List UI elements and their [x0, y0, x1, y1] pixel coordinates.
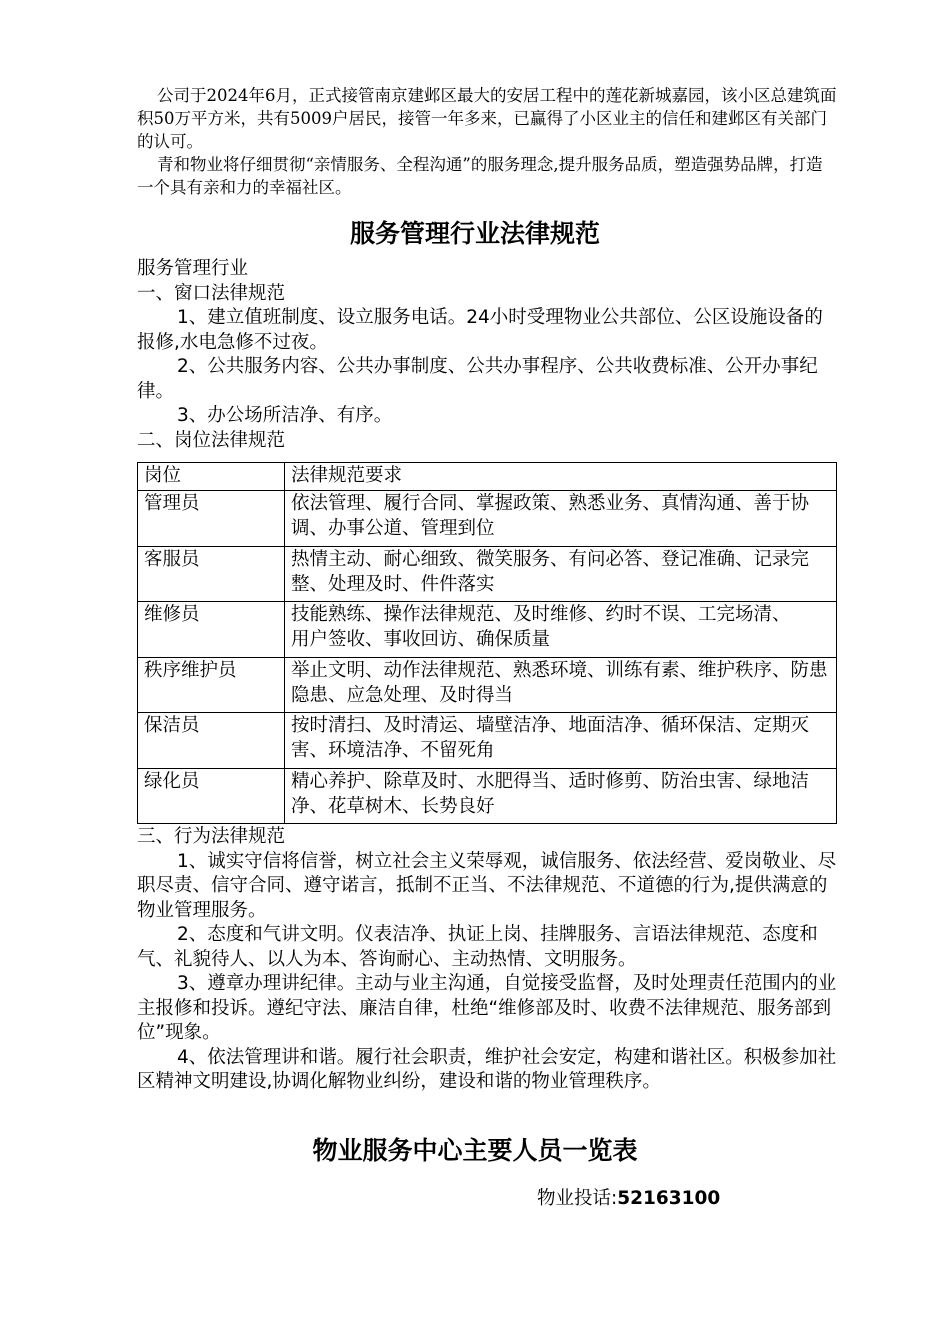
table-row	[138, 768, 837, 823]
section1-body-top	[137, 257, 837, 453]
table-cell-role: 管理员	[138, 491, 285, 546]
part2-heading: 二、岗位法律规范	[137, 429, 286, 451]
table-cell-requirement: 按时清扫、及时清运、墙壁洁净、地面洁净、循环保洁、定期灭害、环境洁净、不留死角	[285, 713, 837, 768]
table-header-cell: 法律规范要求	[285, 463, 837, 491]
table-cell-role: 秩序维护员	[138, 657, 285, 712]
table-row	[138, 491, 837, 546]
hotline-label: 物业投话:	[537, 1188, 618, 1209]
table-cell-role: 绿化员	[138, 768, 285, 823]
section1-subtitle: 服务管理行业	[137, 258, 249, 279]
hotline-number: 52163100	[617, 1188, 721, 1209]
table-cell-requirement: 热情主动、耐心细致、微笑服务、有问必答、登记准确、记录完整、处理及时、件件落实	[285, 546, 837, 601]
part1-item-1: 1、建立值班制度、设立服务电话。24小时受理物业公共部位、公区设施设备的报修,水电急修不过夜。	[137, 307, 823, 353]
part1-item-3: 3、办公场所洁净、有序。	[177, 405, 393, 426]
part3-heading: 三、行为法律规范	[137, 826, 286, 847]
part3-item-2: 2、态度和气讲文明。仪表洁净、执证上岗、挂牌服务、言语法律规范、态度和气、礼貌待人、以人为本、答询耐心、主动热情、文明服务。	[137, 924, 818, 970]
section1-title: 服务管理行业法律规范	[349, 219, 600, 248]
table-cell-requirement: 依法管理、履行合同、掌握政策、熟悉业务、真情沟通、善于协调、办事公道、管理到位	[285, 491, 837, 546]
part1-heading: 一、窗口法律规范	[137, 282, 286, 304]
intro-paragraph-1: 公司于2024年6月，正式接管南京建邺区最大的安居工程中的莲花新城嘉园，该小区总建筑面积50万平方米，共有5009户居民，接管一年多来，已赢得了小区业主的信任和建邺区有关部门的认可。	[137, 86, 837, 151]
part1-item-2: 2、公共服务内容、公共办事制度、公共办事程序、公共收费标准、公开办事纪律。	[137, 356, 818, 402]
table-row	[138, 602, 837, 657]
part3-item-1: 1、诚实守信将信誉，树立社会主义荣辱观，诚信服务、依法经营、爱岗敬业、尽职尽责、信守合同、遵守诺言，抵制不正当、不法律规范、不道德的行为,提供满意的物业管理服务。	[137, 850, 837, 921]
table-row	[138, 657, 837, 712]
section1-body-bottom	[137, 825, 837, 1095]
table-header-row	[138, 463, 837, 491]
table-cell-role: 保洁员	[138, 713, 285, 768]
section2-title: 物业服务中心主要人员一览表	[312, 1136, 638, 1165]
table-cell-role: 维修员	[138, 602, 285, 657]
table-row	[138, 713, 837, 768]
table-row	[138, 546, 837, 601]
table-cell-role: 客服员	[138, 546, 285, 601]
intro-block	[137, 84, 837, 199]
complaint-hotline	[537, 1184, 720, 1210]
job-standards-table	[137, 462, 837, 824]
table-cell-requirement: 精心养护、除草及时、水肥得当、适时修剪、防治虫害、绿地洁净、花草树木、长势良好	[285, 768, 837, 823]
requirement-line-2: 用户签收、事收回访、确保质量	[291, 629, 551, 651]
table-cell-requirement	[285, 602, 837, 657]
part3-item-3: 3、遵章办理讲纪律。主动与业主沟通，自觉接受监督，及时处理责任范围内的业主报修和投诉。遵纪守法、廉洁自律，杜绝“维修部及时、收费不法律规范、服务部到位”现象。	[137, 973, 837, 1043]
table-header-cell: 岗位	[138, 463, 285, 491]
part3-item-4: 4、依法管理讲和谐。履行社会职责，维护社会安定，构建和谐社区。积极参加社区精神文明建设,协调化解物业纠纷，建设和谐的物业管理秩序。	[137, 1046, 837, 1092]
intro-paragraph-2: 青和物业将仔细贯彻“亲情服务、全程沟通”的服务理念,提升服务品质，塑造强势品牌，打造一个具有亲和力的幸福社区。	[137, 155, 823, 197]
requirement-line-1: 技能熟练、操作法律规范、及时维修、约时不误、工完场清、	[291, 604, 791, 626]
table-cell-requirement: 举止文明、动作法律规范、熟悉环境、训练有素、维护秩序、防患隐患、应急处理、及时得当	[285, 657, 837, 712]
